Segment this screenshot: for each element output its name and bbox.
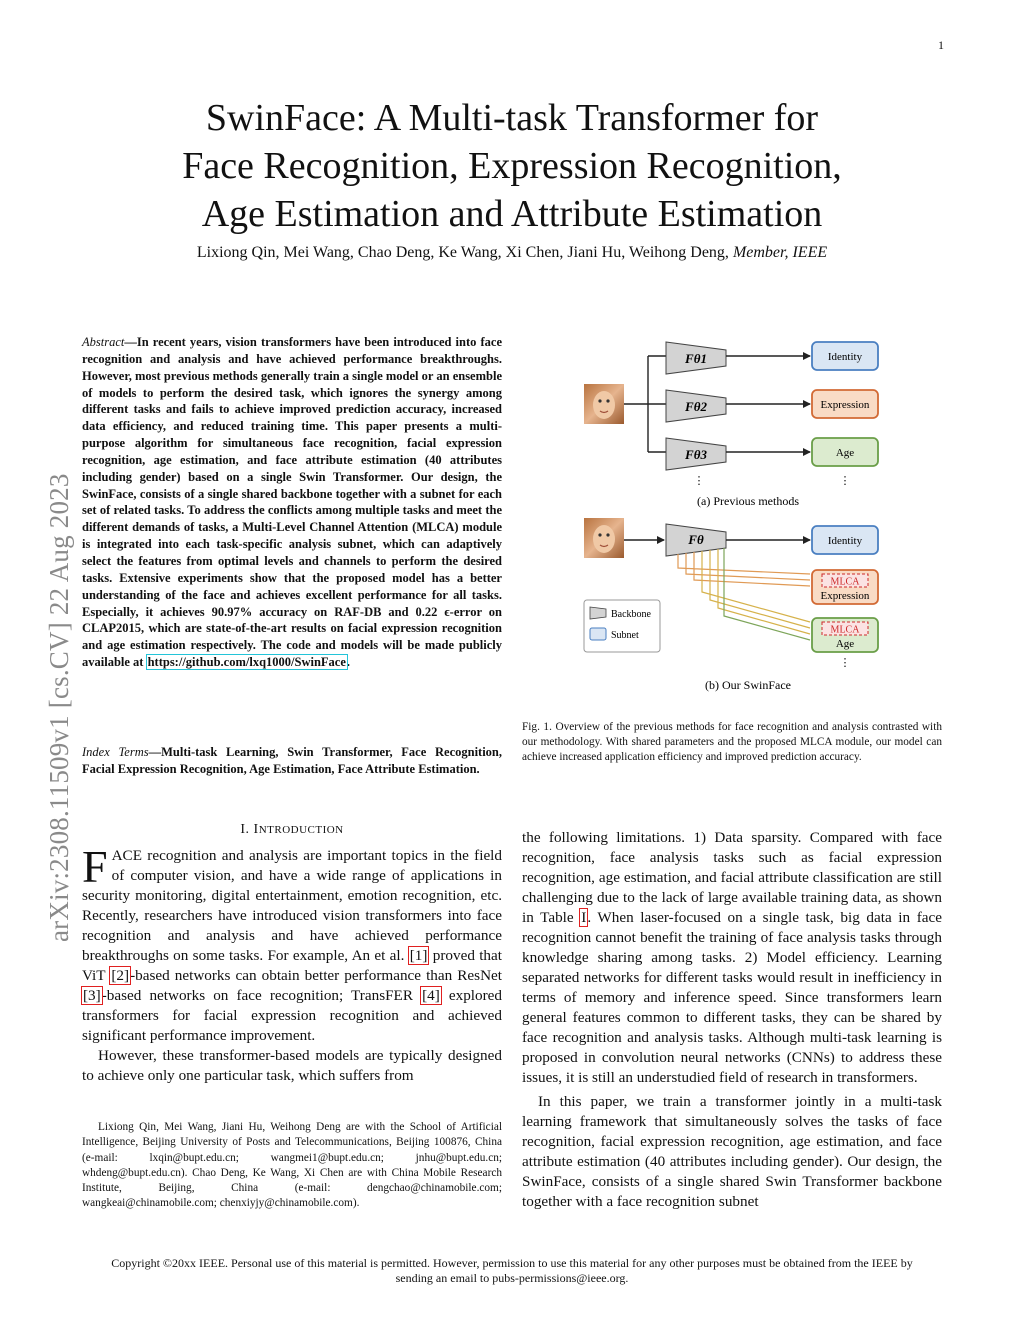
section-cap: I: [253, 822, 259, 837]
multi-level-lines-green: [724, 548, 810, 640]
title-line: SwinFace: A Multi-task Transformer for: [205, 97, 819, 139]
index-terms: [82, 744, 502, 777]
figure-1: [578, 336, 898, 698]
backbone-block: [666, 524, 726, 556]
intro-left-column: [82, 841, 503, 1086]
subcaption-a: (a) Previous methods: [697, 494, 799, 508]
author-membership: Member, IEEE: [732, 244, 828, 261]
ellipsis: ⋮: [693, 474, 705, 487]
text-run: -based networks can obtain better performance than ResNet: [130, 967, 502, 984]
task-label: Identity: [827, 351, 863, 363]
multi-level-lines-orange: [678, 552, 810, 586]
text-run: . When laser-focused on a single task, big data in face recognition cannot benefit the training of face analysis tasks through knowledge sharing among tasks. 2) Model efficiency. Learning separated networks for different tasks would result in inefficiency in terms of memory and inference speed. Since transformers learn general features common to different tasks, they can be shared by face recognition and analysis tasks. Although multi-task learning is proposed in convolution neural networks (CNNs) to address these issues, it is still an understudied field of research in transformers.: [522, 909, 942, 1086]
intro-paragraph-1: [82, 841, 503, 1046]
task-label: Expression: [820, 590, 870, 602]
index-terms-heading: Index Terms: [82, 745, 149, 759]
legend-backbone-swatch: [590, 607, 606, 619]
intro-paragraph-2: However, these transformer-based models are typically designed to achieve only one particular task, which suffers from: [82, 1047, 502, 1084]
text-run: the following limitations. 1) Data sparsity. Compared with face recognition, face analysis tasks such as facial expression recognition, age estimation, and facial attribute classification are still challenging due to the lack of large available training data, as shown in Table: [522, 829, 942, 926]
model-label: Fθ1: [685, 351, 707, 366]
citation-link[interactable]: [4]: [422, 987, 440, 1004]
abstract-end: .: [346, 655, 351, 670]
mlca-label: MLCA: [830, 624, 860, 636]
task-box-expression-b: [812, 570, 878, 604]
right-paragraph-1: [522, 828, 942, 1088]
text-run: -based networks on face recognition; TransFER: [101, 987, 422, 1004]
section-title: NTRODUCTION: [258, 824, 344, 836]
task-label: Age: [835, 638, 855, 650]
intro-right-column: [522, 828, 942, 1212]
table-reference-link[interactable]: I: [581, 909, 587, 926]
legend-label: Subnet: [611, 630, 639, 641]
input-connector-a: [624, 356, 666, 452]
subcaption-b: (b) Our SwinFace: [705, 678, 791, 692]
task-box-identity-b: [812, 526, 878, 554]
text-run: ACE recognition and analysis are important topics in the field of computer vision, and have a wide range of applications in security monitoring, digital entertainment, emotion recognition, etc. Recently, researchers have introduced vision transformers into face recognition and analysis and have achieved performance breakthroughs on some tasks. For example, An et al.: [82, 847, 502, 964]
face-photo-b: [584, 518, 624, 558]
text-run: explored transformers for facial expression recognition and achieved significant performance improvement.: [82, 987, 503, 1044]
author-names: Lixiong Qin, Mei Wang, Chao Deng, Ke Wang, Xi Chen, Jiani Hu, Weihong Deng,: [196, 244, 729, 261]
model-label: Fθ3: [685, 447, 707, 462]
model-block-theta2: [666, 390, 726, 422]
code-link[interactable]: https://github.com/lxq1000/SwinFace: [147, 655, 346, 670]
dropcap: F: [82, 841, 108, 892]
legend: [584, 600, 660, 652]
figure-diagram: [578, 336, 898, 698]
legend-subnet-swatch: [590, 628, 606, 640]
right-paragraph-2: In this paper, we train a transformer jointly in a multi-task learning framework that simultaneously solves the tasks of face recognition, facial expression recognition, age estimation, and face attribute estimation (40 attributes including gender). Our design, the SwinFace, consists of a single shared Swin Transformer backbone together with a face recognition subnet: [522, 1093, 942, 1210]
paper-title: [100, 94, 924, 238]
ellipsis: ⋮: [839, 656, 851, 669]
abstract-heading: Abstract: [82, 335, 125, 349]
backbone-label: Fθ: [688, 532, 704, 547]
abstract-text: —In recent years, vision transformers have been introduced into face recognition and analysis and have achieved performance breakthroughs. However, most previous methods generally train a single model or an ensemble of models to perform the desired task, which ignores the synergy among different tasks and fails to achieve improved prediction accuracy, increased data efficiency, and reduced training time. This paper presents a multi-purpose algorithm for simultaneous face recognition, facial expression recognition, age estimation, and face attribute estimation (40 attributes including gender) based on a single Swin Transformer. Our design, the SwinFace, consists of a single shared backbone together with a subnet for each set of related tasks. To address the conflicts among multiple tasks and meet the different demands of tasks, a Multi-Level Channel Attention (MLCA) module is integrated into each task-specific analysis subnet, which can adaptively select the features from optimal levels and channels to perform the desired tasks. Extensive experiments show that the proposed model has a better understanding of the face and achieves excellent performance for all tasks. Especially, it achieves 90.97% accuracy on RAF-DB and 0.22 ϵ-error on CLAP2015, which are state-of-the-art results on facial expression recognition and age estimation respectively. The code and models will be made publicly available at: [82, 335, 502, 670]
citation-link[interactable]: [3]: [83, 987, 101, 1004]
author-footnote: [82, 1120, 502, 1212]
section-number: I.: [240, 822, 250, 837]
author-list: [80, 244, 944, 262]
legend-label: Backbone: [611, 609, 651, 620]
citation-link[interactable]: [2]: [111, 967, 130, 984]
ellipsis: ⋮: [839, 474, 851, 487]
task-box-age-a: [812, 438, 878, 466]
face-photo-a: [584, 384, 624, 424]
task-box-identity-a: [812, 342, 878, 370]
copyright-notice: Copyright ©20xx IEEE. Personal use of this material is permitted. However, permission to use this material for any other purposes must be obtained from the IEEE by sending an email to pubs-permissions@ieee.org.: [111, 1256, 913, 1285]
figure-caption: Fig. 1. Overview of the previous methods for face recognition and analysis contrasted with our methodology. With shared parameters and the proposed MLCA module, our model can achieve increased application efficiency and improved prediction accuracy.: [522, 721, 942, 764]
model-label: Fθ2: [685, 399, 707, 414]
task-box-age-b: [812, 618, 878, 652]
task-label: Expression: [820, 399, 870, 411]
abstract: [82, 334, 502, 671]
task-box-expression-a: [812, 390, 878, 418]
page-number: 1: [938, 38, 944, 52]
title-line: Age Estimation and Attribute Estimation: [201, 193, 823, 235]
section-heading: [82, 822, 502, 838]
index-terms-text: —Multi-task Learning, Swin Transformer, Face Recognition, Facial Expression Recognition, Age Estimation, Face Attribute Estimation.: [82, 745, 503, 776]
footnote-text: Lixiong Qin, Mei Wang, Jiani Hu, Weihong Deng are with the School of Artificial Intelligence, Beijing University of Posts and Telecommunications, Beijing 100876, China (e-mail: lxqin@bupt.edu.cn; wangmei1@bupt.edu.cn; jnhu@bupt.edu.cn; whdeng@bupt.edu.cn). Chao Deng, Ke Wang, Xi Chen are with China Mobile Research Institute, Beijing, China (e-mail: dengchao@chinamobile.com; wangkeai@chinamobile.com; chenxiyjy@chinamobile.com).: [82, 1121, 502, 1210]
task-label: Identity: [827, 535, 863, 547]
arxiv-identifier[interactable]: arXiv:2308.11509v1 [cs.CV] 22 Aug 2023: [44, 473, 74, 942]
model-block-theta3: [666, 438, 726, 470]
task-label: Age: [835, 447, 855, 459]
model-block-theta1: [666, 342, 726, 374]
text-run: proved that ViT: [82, 947, 502, 984]
multi-level-lines-yellow: [702, 549, 810, 634]
citation-link[interactable]: [1]: [409, 947, 428, 964]
mlca-label: MLCA: [830, 576, 860, 588]
title-line: Face Recognition, Expression Recognition,: [182, 145, 842, 187]
